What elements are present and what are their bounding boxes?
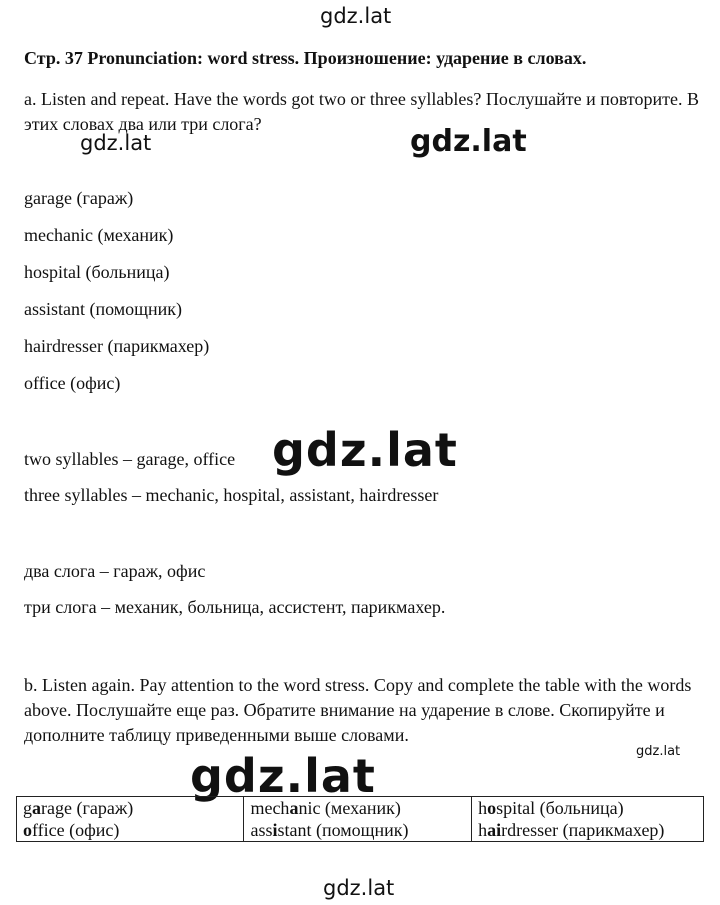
watermark-lower: gdz.lat <box>190 749 376 803</box>
watermark-small: gdz.lat <box>636 744 681 759</box>
word-list-item: assistant (помощник) <box>24 299 183 319</box>
task-b-instruction: b. Listen again. Pay attention to the word stress. Copy and complete the table with the words above. Послушайте еще раз. Обратите внимание на ударение в слове. Скопируйте и дополните таблицу приведенными выше словами. <box>24 675 692 745</box>
table-cell: garage (гараж) <box>17 797 244 820</box>
table-row <box>17 797 704 820</box>
word-list-item: hospital (больница) <box>24 262 170 282</box>
word-stress-table <box>16 796 704 842</box>
page-title: Стр. 37 Pronunciation: word stress. Произношение: ударение в словах. <box>24 48 587 68</box>
table-cell: assistant (помощник) <box>244 819 472 842</box>
task-a-instruction: a. Listen and repeat. Have the words got two or three syllables? Послушайте и повторите. В этих словах два или три слога? <box>24 89 700 134</box>
watermark-left: gdz.lat <box>80 131 152 155</box>
answer-two-syllables-ru: два слога – гараж, офис <box>24 561 206 581</box>
stressed-syllable: i <box>272 820 278 840</box>
stressed-syllable: ai <box>487 820 502 840</box>
word-list-item: garage (гараж) <box>24 188 134 208</box>
table-cell: hospital (больница) <box>472 797 704 820</box>
watermark-top: gdz.lat <box>320 4 392 28</box>
stressed-syllable: o <box>23 820 32 840</box>
stressed-syllable: o <box>487 798 497 818</box>
word-list-item: mechanic (механик) <box>24 225 174 245</box>
answer-two-syllables: two syllables – garage, office <box>24 449 236 469</box>
stressed-syllable: a <box>289 798 299 818</box>
watermark-right: gdz.lat <box>410 124 527 159</box>
word-list-item: hairdresser (парикмахер) <box>24 336 210 356</box>
answer-three-syllables-ru: три слога – механик, больница, ассистент, парикмахер. <box>24 597 446 617</box>
answer-three-syllables: three syllables – mechanic, hospital, assistant, hairdresser <box>24 485 439 505</box>
table-cell: mechanic (механик) <box>244 797 472 820</box>
table-cell: hairdresser (парикмахер) <box>472 819 704 842</box>
stressed-syllable: a <box>32 798 41 818</box>
table-cell: office (офис) <box>17 819 244 842</box>
table-row <box>17 819 704 842</box>
watermark-middle: gdz.lat <box>272 423 458 477</box>
watermark-bottom: gdz.lat <box>323 876 395 900</box>
word-list-item: office (офис) <box>24 373 121 393</box>
